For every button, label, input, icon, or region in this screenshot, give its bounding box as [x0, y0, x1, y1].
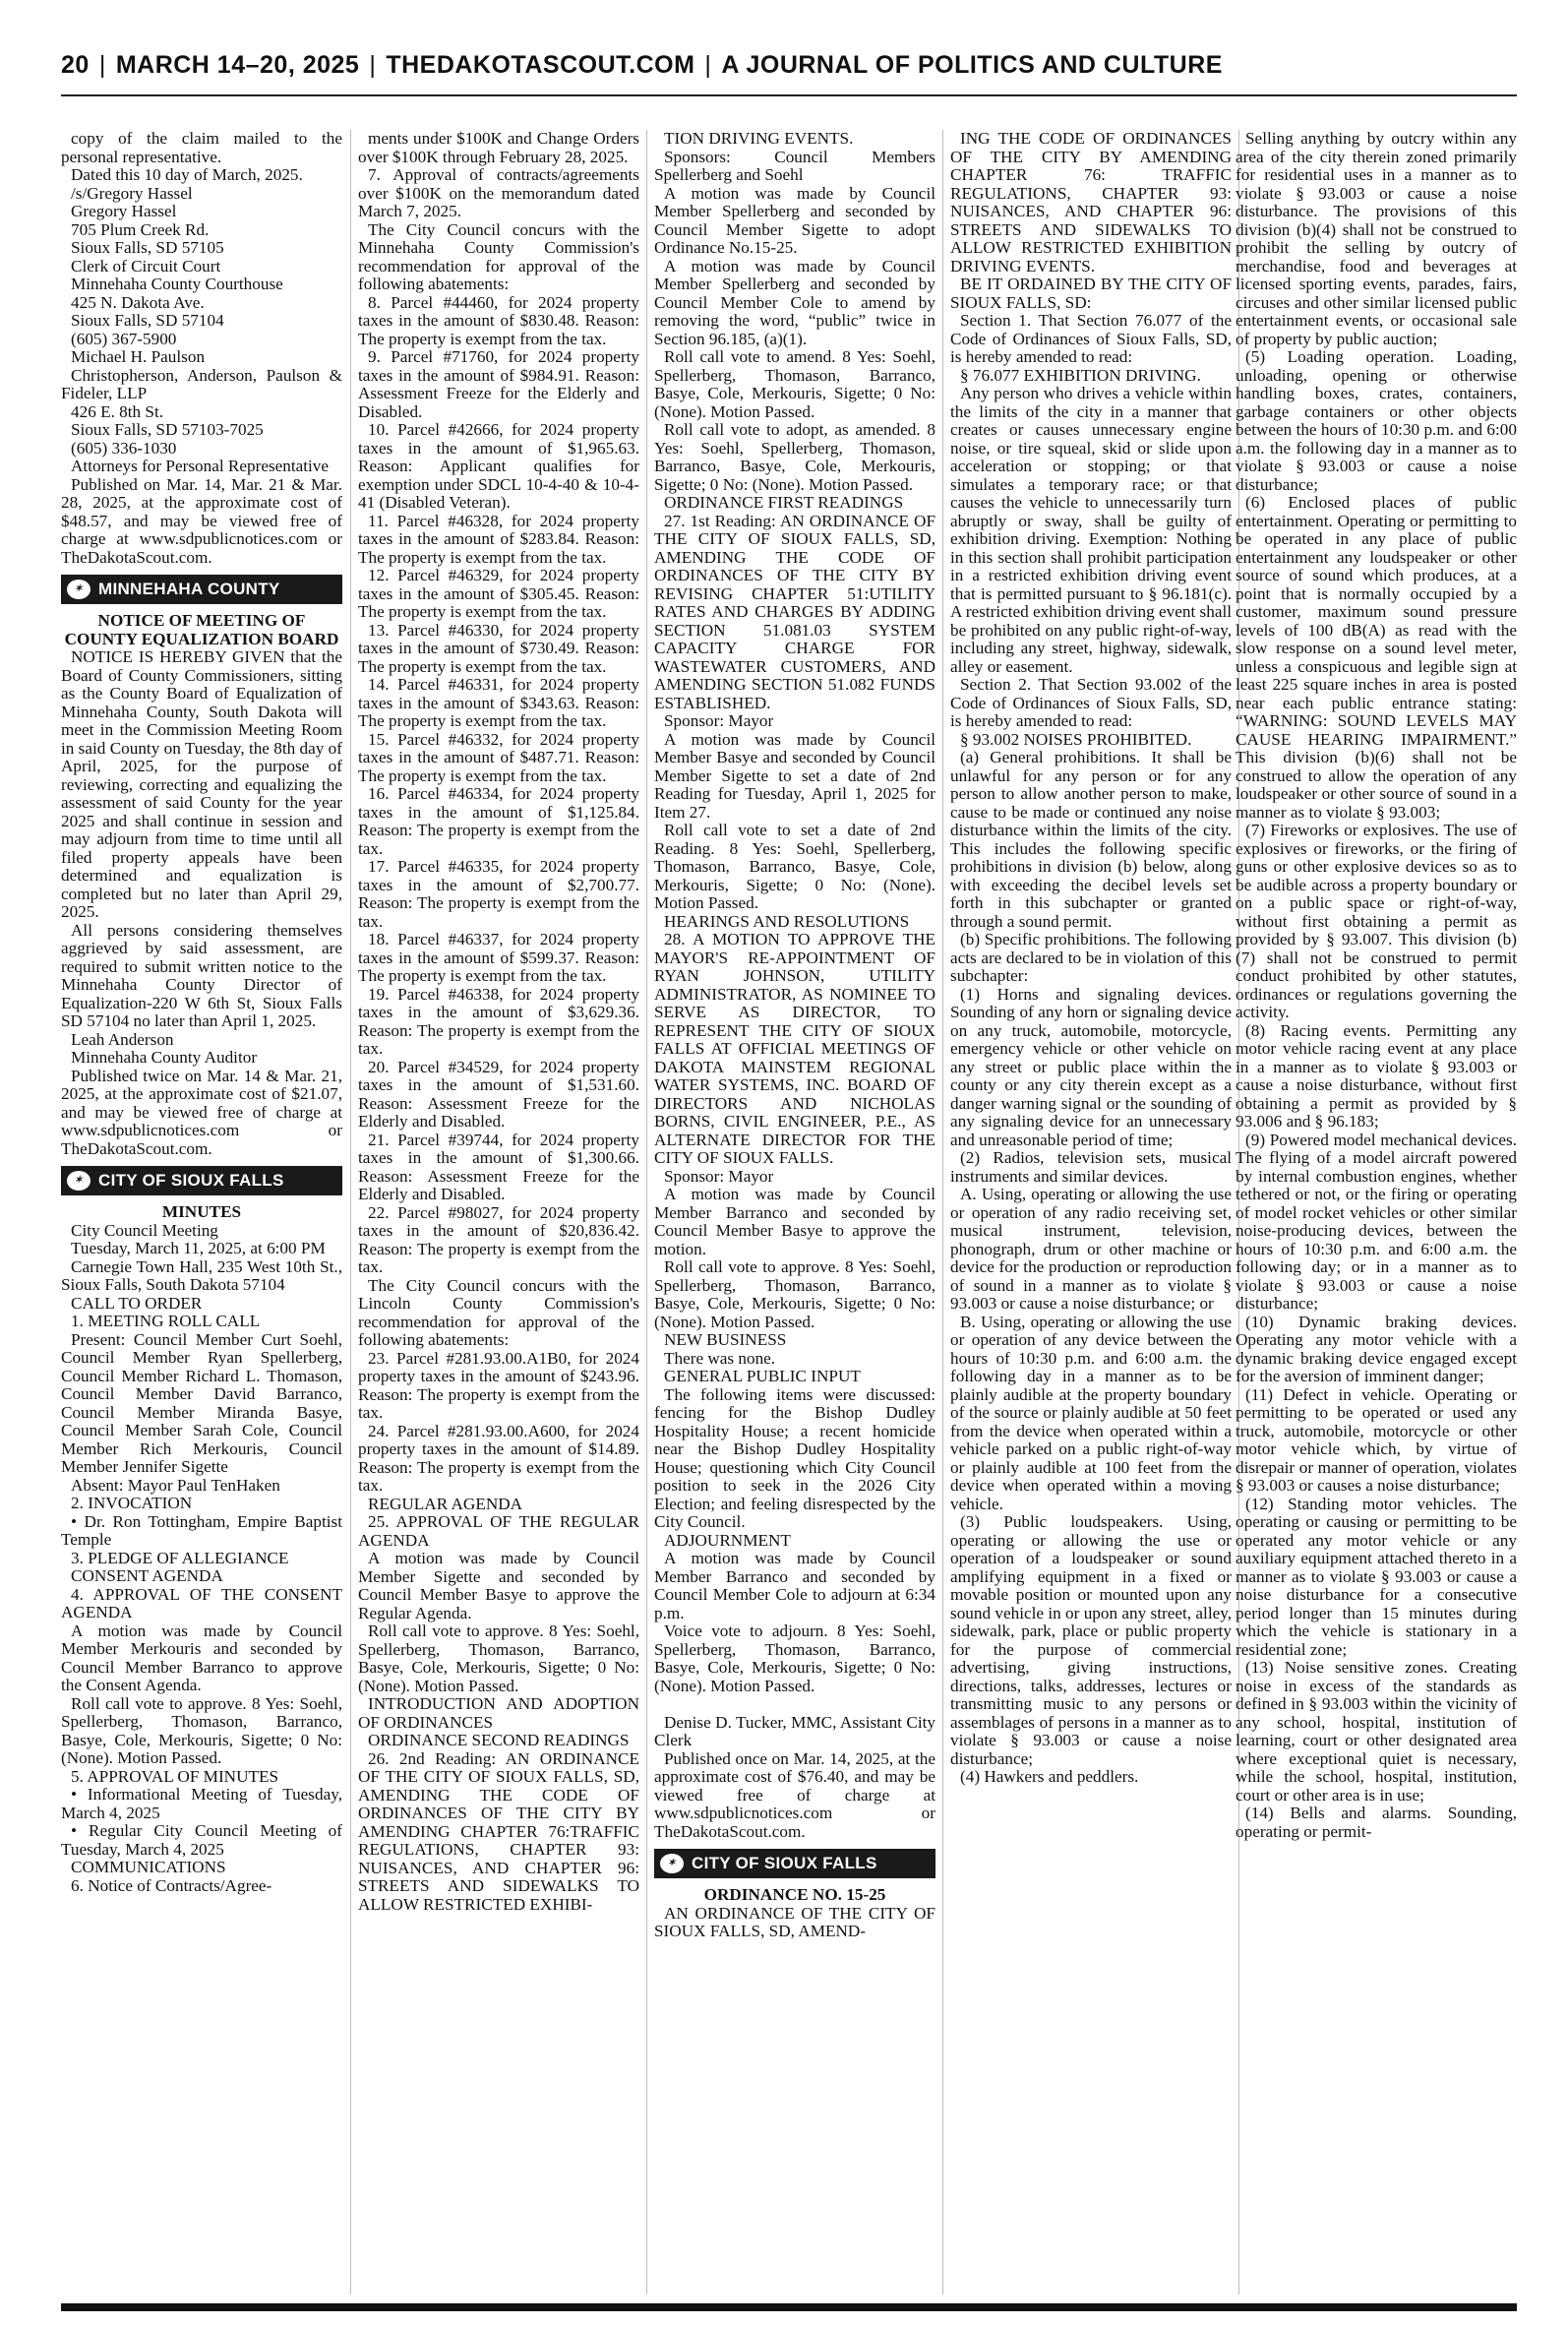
paragraph: Published twice on Mar. 14 & Mar. 21, 2025, at the approximate cost of $21.07, and may be viewed free of charge at www.sdpublicnotices.com or TheDakotaScout.com.	[61, 1066, 342, 1158]
paragraph: COMMUNICATIONS	[71, 1858, 226, 1876]
paragraph: Present: Council Member Curt Soehl, Council Member Ryan Spellerberg, Council Member Richard L. Thomason, Council Member David Barranco, Council Member Miranda Basye, Council Member Sarah Cole, Council Member Rich Merkouris, Council Member Jennifer Sigette	[61, 1329, 342, 1476]
paragraph: B. Using, operating or allowing the use or operation of any device between the hours of 10:30 p.m. and 6:00 a.m. the following day in a manner as to be plainly audible at the property boundary of the source or plainly audible at 50 feet from the device when operated within a vehicle parked on a public right-of-way or plainly audible at 100 feet from the device when operated within a moving vehicle.	[950, 1312, 1232, 1513]
section-banner: ✶ CITY OF SIOUX FALLS	[61, 1166, 342, 1195]
issue-date: MARCH 14–20, 2025	[115, 51, 360, 79]
paragraph: ORDINANCE FIRST READINGS	[664, 493, 904, 512]
paragraph: /s/Gregory Hassel	[71, 183, 193, 203]
scout-logo-icon: ✶	[67, 1171, 90, 1191]
header-separator: |	[98, 51, 106, 79]
page-number: 20	[61, 51, 90, 79]
paragraph: INTRODUCTION AND ADOPTION OF ORDINANCES	[358, 1694, 639, 1732]
paragraph: ORDINANCE SECOND READINGS	[368, 1731, 630, 1749]
paragraph: 426 E. 8th St.	[71, 401, 164, 421]
paragraph: Clerk of Circuit Court	[71, 256, 221, 275]
paragraph: Attorneys for Personal Representative	[71, 457, 330, 475]
paragraph: A. Using, operating or allowing the use or operation of any radio receiving set, musical instrument, television, phonograph, drum or other machine or device for the production or reproduction of sound in a manner as to violate § 93.003 or cause a noise disturbance; or	[950, 1185, 1232, 1313]
paragraph: Roll call vote to adopt, as amended. 8 Yes: Soehl, Spellerberg, Thomason, Barranco, Basye, Cole, Merkouris, Sigette; 0 No: (None). Motion Passed.	[654, 420, 935, 494]
paragraph: All persons considering themselves aggrieved by said assessment, are required to submit written notice to the Minnehaha County Director of Equalization-220 W 6th St, Sioux Falls SD 57104 no later than April 1, 2025.	[61, 920, 342, 1030]
paragraph: 10. Parcel #42666, for 2024 property taxes in the amount of $1,965.63. Reason: Applicant qualifies for exemption under SDCL 10-4-40 & 10-4-41 (Disabled Veteran).	[358, 420, 639, 512]
paragraph: A motion was made by Council Member Sigette and seconded by Council Member Basye to approve the Regular Agenda.	[358, 1549, 639, 1622]
paragraph: HEARINGS AND RESOLUTIONS	[664, 911, 910, 931]
paragraph: Dated this 10 day of March, 2025.	[71, 165, 303, 184]
paragraph: Sponsor: Mayor	[664, 1166, 774, 1186]
paragraph: Roll call vote to approve. 8 Yes: Soehl, Spellerberg, Thomason, Barranco, Basye, Cole, Merkouris, Sigette; 0 No: (None). Motion Passed.	[61, 1693, 342, 1767]
paragraph: 12. Parcel #46329, for 2024 property taxes in the amount of $305.45. Reason: The property is exempt from the tax.	[358, 566, 639, 621]
paragraph: (1) Horns and signaling devices. Sounding of any horn or signaling device on any truck, automobile, motorcycle, emergency vehicle or other vehicle on any street or public place within the county or any city therein except as a danger warning signal or the sounding of any signaling device for an unnecessary and unreasonable period of time;	[950, 984, 1232, 1149]
paragraph: Voice vote to adjourn. 8 Yes: Soehl, Spellerberg, Thomason, Barranco, Basye, Cole, Merkouris, Sigette; 0 No: (None). Motion Passed.	[654, 1621, 935, 1695]
column-4	[950, 130, 1232, 2294]
paragraph: 28. A MOTION TO APPROVE THE MAYOR'S RE-APPOINTMENT OF RYAN JOHNSON, UTILITY ADMINISTRATOR, AS NOMINEE TO SERVE AS DIRECTOR, TO REPRESENT THE CITY OF SIOUX FALLS AT OFFICIAL MEETINGS OF DAKOTA MAINSTEM REGIONAL WATER SYSTEMS, INC. BOARD OF DIRECTORS AND NICHOLAS BORNS, CIVIL ENGINEER, P.E., AS ALTERNATE DIRECTOR FOR THE CITY OF SIOUX FALLS.	[654, 930, 935, 1167]
paragraph: Minnehaha County Auditor	[71, 1048, 258, 1067]
site-name: THEDAKOTASCOUT.COM	[386, 51, 695, 79]
paragraph: (605) 336-1030	[71, 438, 177, 458]
ordinance-text: AN ORDINANCE OF THE CITY OF SIOUX FALLS, SD, AMEND-	[654, 1903, 935, 1940]
paragraph: Carnegie Town Hall, 235 West 10th St., Sioux Falls, South Dakota 57104	[61, 1256, 342, 1294]
paragraph: Sioux Falls, SD 57103-7025	[71, 420, 264, 439]
paragraph: A motion was made by Council Member Spellerberg and seconded by Council Member Sigette to adopt Ordinance No.15-25.	[654, 183, 935, 257]
paragraph: (4) Hawkers and peddlers.	[960, 1767, 1139, 1786]
column-5	[1236, 130, 1517, 2294]
footer-rule	[61, 2303, 1517, 2311]
paragraph: (7) Fireworks or explosives. The use of explosives or fireworks, or the firing of guns or other explosive devices so as to be audible across a property boundary or on a public space or right-of-way, without first obtaining a permit as provided by § 93.007. This division (b)(7) shall not be construed to permit conduct prohibited by other statutes, ordinances or regulations governing the activity.	[1236, 821, 1517, 1021]
paragraph: (11) Defect in vehicle. Operating or permitting to be operated or used any truck, automobile, motorcycle or other motor vehicle which, by virtue of disrepair or manner of operation, violates § 93.003 or causes a noise disturbance;	[1236, 1384, 1517, 1495]
paragraph: A motion was made by Council Member Basye and seconded by Council Member Sigette to set a date of 2nd Reading for Tuesday, April 1, 2025 for Item 27.	[654, 729, 935, 822]
paragraph: 25. APPROVAL OF THE REGULAR AGENDA	[358, 1512, 639, 1550]
paragraph: (6) Enclosed places of public entertainment. Operating or permitting to be operated in any place of public entertainment any loudspeaker or other source of sound which produces, at a point that is normally occupied by a customer, maximum sound pressure levels of 100 dB(A) as read with the slow response on a sound level meter, unless a conspicuous and legible sign at least 225 square inches in area is posted near each public entrance stating: “WARNING: SOUND LEVELS MAY CAUSE HEARING IMPAIRMENT.” This division (b)(6) shall not be construed to allow the operation of any loudspeaker or other source of sound in a manner as to violate § 93.003;	[1236, 493, 1517, 822]
paragraph: (10) Dynamic braking devices. Operating any motor vehicle with a dynamic braking device engaged except for the aversion of imminent danger;	[1236, 1312, 1517, 1385]
paragraph: (b) Specific prohibitions. The following acts are declared to be in violation of this subchapter:	[950, 930, 1232, 985]
scout-logo-icon: ✶	[67, 580, 90, 599]
paragraph: Section 2. That Section 93.002 of the Code of Ordinances of Sioux Falls, SD, is hereby amended to read:	[950, 675, 1232, 730]
paragraph: • Dr. Ron Tottingham, Empire Baptist Temple	[61, 1511, 342, 1549]
paragraph: 11. Parcel #46328, for 2024 property taxes in the amount of $283.84. Reason: The property is exempt from the tax.	[358, 511, 639, 567]
paragraph: 27. 1st Reading: AN ORDINANCE OF THE CITY OF SIOUX FALLS, SD, AMENDING THE CODE OF ORDINANCES OF THE CITY BY REVISING CHAPTER 51:UTILITY RATES AND CHARGES BY ADDING SECTION 51.081.03 SYSTEM CAPACITY CHARGE FOR WASTEWATER CUSTOMERS, AND AMENDING SECTION 51.082 FUNDS ESTABLISHED.	[654, 511, 935, 712]
paragraph: Any person who drives a vehicle within the limits of the city in a manner that creates or causes unnecessary engine noise, or tire squeal, skid or slide upon acceleration or stopping; or that simulates a temporary race; or that causes the vehicle to unnecessarily turn abruptly or sway, shall be guilty of exhibition driving. Exemption: Nothing in this section shall prohibit participation in a restricted exhibition driving event that is permitted pursuant to § 96.181(c). A restricted exhibition driving event shall be prohibited on any public right-of-way, including any street, highway, sidewalk, alley or easement.	[950, 384, 1232, 676]
paragraph: Sioux Falls, SD 57105	[71, 238, 224, 257]
paragraph: Roll call vote to approve. 8 Yes: Soehl, Spellerberg, Thomason, Barranco, Basye, Cole, Merkouris, Sigette; 0 No: (None). Motion Passed.	[358, 1621, 639, 1695]
column-2	[358, 130, 639, 2294]
paragraph: City Council Meeting	[71, 1220, 218, 1240]
paragraph: CALL TO ORDER	[71, 1293, 203, 1313]
paragraph: § 93.002 NOISES PROHIBITED.	[960, 729, 1192, 749]
paragraph: Published once on Mar. 14, 2025, at the approximate cost of $76.40, and may be viewed free of charge at www.sdpublicnotices.com or TheDakotaScout.com.	[654, 1748, 935, 1841]
paragraph: Selling anything by outcry within any area of the city therein zoned primarily for residential uses in a manner as to violate § 93.003 or cause a noise disturbance. The provisions of this division (b)(4) shall not be construed to prohibit the selling by outcry of merchandise, food and beverages at licensed sporting events, parades, fairs, circuses and other similar licensed public entertainment events, or occasional sale of property by public auction;	[1236, 130, 1517, 348]
paragraph: 6. Notice of Contracts/Agree-	[71, 1875, 272, 1895]
paragraph: Minnehaha County Courthouse	[71, 275, 283, 293]
paragraph: A motion was made by Council Member Barranco and seconded by Council Member Cole to adjourn at 6:34 p.m.	[654, 1549, 935, 1622]
page-header	[61, 51, 1517, 87]
header-rule	[61, 94, 1517, 96]
paragraph: 4. APPROVAL OF THE CONSENT AGENDA	[61, 1584, 342, 1621]
paragraph: Section 1. That Section 76.077 of the Code of Ordinances of Sioux Falls, SD, is hereby amended to read:	[950, 311, 1232, 366]
paragraph: 22. Parcel #98027, for 2024 property taxes in the amount of $20,836.42. Reason: The property is exempt from the tax.	[358, 1202, 639, 1276]
paragraph: 9. Parcel #71760, for 2024 property taxes in the amount of $984.91. Reason: Assessment Freeze for the Elderly and Disabled.	[358, 347, 639, 421]
paragraph: (2) Radios, television sets, musical instruments and similar devices.	[950, 1148, 1232, 1186]
paragraph: There was none.	[664, 1348, 776, 1368]
paragraph: Leah Anderson	[71, 1029, 174, 1049]
paragraph: 13. Parcel #46330, for 2024 property taxes in the amount of $730.49. Reason: The property is exempt from the tax.	[358, 620, 639, 676]
paragraph: Sioux Falls, SD 57104	[71, 311, 224, 330]
paragraph: Christopherson, Anderson, Paulson & Fideler, LLP	[61, 365, 342, 402]
header-separator: |	[704, 51, 712, 79]
tagline: A JOURNAL OF POLITICS AND CULTURE	[721, 51, 1223, 79]
paragraph: • Regular City Council Meeting of Tuesday, March 4, 2025	[61, 1821, 342, 1859]
paragraph: 3. PLEDGE OF ALLEGIANCE	[71, 1548, 289, 1567]
column-divider	[350, 130, 351, 2294]
paragraph: ments under $100K and Change Orders over $100K through February 28, 2025.	[358, 130, 639, 166]
paragraph: 20. Parcel #34529, for 2024 property taxes in the amount of $1,531.60. Reason: Assessment Freeze for the Elderly and Disabled.	[358, 1057, 639, 1131]
paragraph: 17. Parcel #46335, for 2024 property taxes in the amount of $2,700.77. Reason: The property is exempt from the tax.	[358, 857, 639, 931]
paragraph: ADJOURNMENT	[664, 1530, 791, 1550]
paragraph: 425 N. Dakota Ave.	[71, 292, 205, 312]
paragraph: A motion was made by Council Member Barranco and seconded by Council Member Basye to approve the motion.	[654, 1185, 935, 1258]
paragraph	[654, 1695, 935, 1714]
paragraph: BE IT ORDAINED BY THE CITY OF SIOUX FALLS, SD:	[950, 275, 1232, 312]
paragraph: REGULAR AGENDA	[368, 1494, 523, 1513]
paragraph: § 76.077 EXHIBITION DRIVING.	[960, 365, 1201, 385]
paragraph: The following items were discussed: fencing for the Bishop Dudley Hospitality House; a recent homicide near the Bishop Dudley Hospitality House; questioning which City Council position to seek in the 2026 City Election; and feeling disrespected by the City Council.	[654, 1384, 935, 1531]
section-banner: ✶ CITY OF SIOUX FALLS	[654, 1849, 935, 1878]
paragraph: Roll call vote to amend. 8 Yes: Soehl, Spellerberg, Thomason, Barranco, Basye, Cole, Merkouris, Sigette; 0 No: (None). Motion Passed.	[654, 347, 935, 421]
paragraph: (14) Bells and alarms. Sounding, operating or permit-	[1236, 1804, 1517, 1841]
section-banner: ✶ MINNEHAHA COUNTY	[61, 575, 342, 604]
ordinance-title: ORDINANCE NO. 15-25	[703, 1885, 886, 1904]
column-divider	[942, 130, 943, 2294]
paragraph: 705 Plum Creek Rd.	[71, 219, 210, 239]
paragraph: Sponsor: Mayor	[664, 711, 774, 730]
minutes-title: MINUTES	[161, 1202, 242, 1221]
paragraph: 26. 2nd Reading: AN ORDINANCE OF THE CITY OF SIOUX FALLS, SD, AMENDING THE CODE OF ORDINANCES OF THE CITY BY AMENDING CHAPTER 76:TRAFFIC REGULATIONS, CHAPTER 93: NUISANCES, AND CHAPTER 96: STREETS AND SIDEWALKS TO ALLOW RESTRICTED EXHIBI-	[358, 1748, 639, 1914]
paragraph: The City Council concurs with the Lincoln County Commission's recommendation for approval of the following abatements:	[358, 1275, 639, 1349]
paragraph: 21. Parcel #39744, for 2024 property taxes in the amount of $1,300.66. Reason: Assessment Freeze for the Elderly and Disabled.	[358, 1130, 639, 1203]
paragraph: (605) 367-5900	[71, 329, 177, 348]
paragraph: • Informational Meeting of Tuesday, March 4, 2025	[61, 1785, 342, 1822]
paragraph: Roll call vote to set a date of 2nd Reading. 8 Yes: Soehl, Spellerberg, Thomason, Barranco, Basye, Cole, Merkouris, Sigette; 0 No: (None). Motion Passed.	[654, 821, 935, 912]
paragraph: 15. Parcel #46332, for 2024 property taxes in the amount of $487.71. Reason: The property is exempt from the tax.	[358, 729, 639, 785]
notice-title: NOTICE OF MEETING OF COUNTY EQUALIZATION BOARD	[64, 611, 339, 648]
paragraph: 7. Approval of contracts/agreements over $100K on the memorandum dated March 7, 2025.	[358, 165, 639, 220]
paragraph: 14. Parcel #46331, for 2024 property taxes in the amount of $343.63. Reason: The property is exempt from the tax.	[358, 675, 639, 730]
paragraph: 1. MEETING ROLL CALL	[71, 1312, 261, 1330]
paragraph: 5. APPROVAL OF MINUTES	[71, 1766, 279, 1786]
paragraph: 2. INVOCATION	[71, 1494, 193, 1512]
paragraph: 23. Parcel #281.93.00.A1B0, for 2024 property taxes in the amount of $243.96. Reason: The property is exempt from the tax.	[358, 1348, 639, 1422]
paragraph: (12) Standing motor vehicles. The operating or causing or permitting to be operated any motor vehicle or any auxiliary equipment attached thereto in a manner as to violate § 93.003 or cause a noise disturbance for a consecutive period longer than 15 minutes during which the vehicle is stationary in a residential zone;	[1236, 1494, 1517, 1659]
column-1	[61, 130, 342, 2294]
scout-logo-icon: ✶	[660, 1854, 684, 1873]
paragraph: NEW BUSINESS	[664, 1330, 787, 1349]
column-3	[654, 130, 935, 2294]
paragraph: (13) Noise sensitive zones. Creating noise in excess of the standards as defined in § 93.003 within the vicinity of any school, hospital, institution of learning, court or other designated area where exceptional quiet is necessary, while the school, hospital, institution, court or other area is in use;	[1236, 1658, 1517, 1805]
paragraph: GENERAL PUBLIC INPUT	[664, 1367, 861, 1385]
paragraph: Absent: Mayor Paul TenHaken	[71, 1475, 280, 1495]
paragraph: A motion was made by Council Member Merkouris and seconded by Council Member Barranco to approve the Consent Agenda.	[61, 1621, 342, 1694]
paragraph: 16. Parcel #46334, for 2024 property taxes in the amount of $1,125.84. Reason: The property is exempt from the tax.	[358, 784, 639, 858]
paragraph: 24. Parcel #281.93.00.A600, for 2024 property taxes in the amount of $14.89. Reason: The property is exempt from the tax.	[358, 1421, 639, 1495]
paragraph: (5) Loading operation. Loading, unloading, opening or otherwise handling boxes, crates, containers, garbage containers or other objects between the hours of 10:30 p.m. and 6:00 a.m. the following day in a manner as to violate § 93.003 or cause a noise disturbance;	[1236, 347, 1517, 494]
paragraph: NOTICE IS HEREBY GIVEN that the Board of County Commissioners, sitting as the County Board of Equalization of Minnehaha County, South Dakota will meet in the Commission Meeting Room in said County on Tuesday, the 8th day of April, 2025, for the purpose of reviewing, correcting and equalizing the assessment of said County for the year 2025 and shall continue in session and may adjourn from time to time until all filed property appeals have been determined and equalization is completed but no later than April 29, 2025.	[61, 647, 342, 921]
paragraph: A motion was made by Council Member Spellerberg and seconded by Council Member Cole to amend by removing the word, “public” twice in Section 96.185, (a)(1).	[654, 256, 935, 348]
paragraph: copy of the claim mailed to the personal representative.	[61, 130, 342, 166]
paragraph: 19. Parcel #46338, for 2024 property taxes in the amount of $3,629.36. Reason: The property is exempt from the tax.	[358, 984, 639, 1058]
paragraph: Gregory Hassel	[71, 202, 177, 220]
paragraph: The City Council concurs with the Minnehaha County Commission's recommendation for approval of the following abatements:	[358, 219, 639, 293]
paragraph: Sponsors: Council Members Spellerberg and Soehl	[654, 147, 935, 184]
paragraph: Tuesday, March 11, 2025, at 6:00 PM	[71, 1239, 326, 1257]
paragraph: TION DRIVING EVENTS.	[664, 130, 854, 148]
header-separator: |	[369, 51, 377, 79]
paragraph: (3) Public loudspeakers. Using, operating or allowing the use or operation of a loudspeaker or sound amplifying equipment in a fixed or movable position or mounted upon any sound vehicle in or upon any street, alley, sidewalk, park, place or public property for the purpose of commercial advertising, giving instructions, directions, talks, addresses, lectures or transmitting music to any persons or assemblages of persons in a manner as to violate § 93.003 or cause a noise disturbance;	[950, 1512, 1232, 1768]
paragraph: ING THE CODE OF ORDINANCES OF THE CITY BY AMENDING CHAPTER 76: TRAFFIC REGULATIONS, CHAPTER 93: NUISANCES, AND CHAPTER 96: STREETS AND SIDEWALKS TO ALLOW RESTRICTED EXHIBITION DRIVING EVENTS.	[950, 130, 1232, 275]
column-divider	[646, 130, 647, 2294]
paragraph: CONSENT AGENDA	[71, 1566, 223, 1585]
paragraph: Denise D. Tucker, MMC, Assistant City Clerk	[654, 1712, 935, 1749]
paragraph: 18. Parcel #46337, for 2024 property taxes in the amount of $599.37. Reason: The property is exempt from the tax.	[358, 930, 639, 985]
paragraph: (9) Powered model mechanical devices. The flying of a model aircraft powered by internal combustion engines, whether tethered or not, or the firing or operating of model rocket vehicles or other similar noise-producing devices, between the hours of 10:30 p.m. and 6:00 a.m. the following day; or in a manner as to violate § 93.003 or cause a noise disturbance;	[1236, 1130, 1517, 1313]
paragraph: Published on Mar. 14, Mar. 21 & Mar. 28, 2025, at the approximate cost of $48.57, and may be viewed free of charge at www.sdpublicnotices.com or TheDakotaScout.com.	[61, 474, 342, 567]
paragraph: 8. Parcel #44460, for 2024 property taxes in the amount of $830.48. Reason: The property is exempt from the tax.	[358, 292, 639, 348]
paragraph: Michael H. Paulson	[71, 347, 206, 366]
paragraph: (a) General prohibitions. It shall be unlawful for any person or for any person to allow another person to make, cause to be made or continued any noise disturbance within the limits of the city. This includes the following specific prohibitions in division (b) below, along with exceeding the decibel levels set forth in this subchapter or granted through a sound permit.	[950, 748, 1232, 931]
paragraph: (8) Racing events. Permitting any motor vehicle racing event at any place in a manner as to violate § 93.003 or cause a noise disturbance, without first obtaining a permit as provided by § 93.006 and § 96.183;	[1236, 1020, 1517, 1131]
paragraph: Roll call vote to approve. 8 Yes: Soehl, Spellerberg, Thomason, Barranco, Basye, Cole, Merkouris, Sigette; 0 No: (None). Motion Passed.	[654, 1257, 935, 1331]
